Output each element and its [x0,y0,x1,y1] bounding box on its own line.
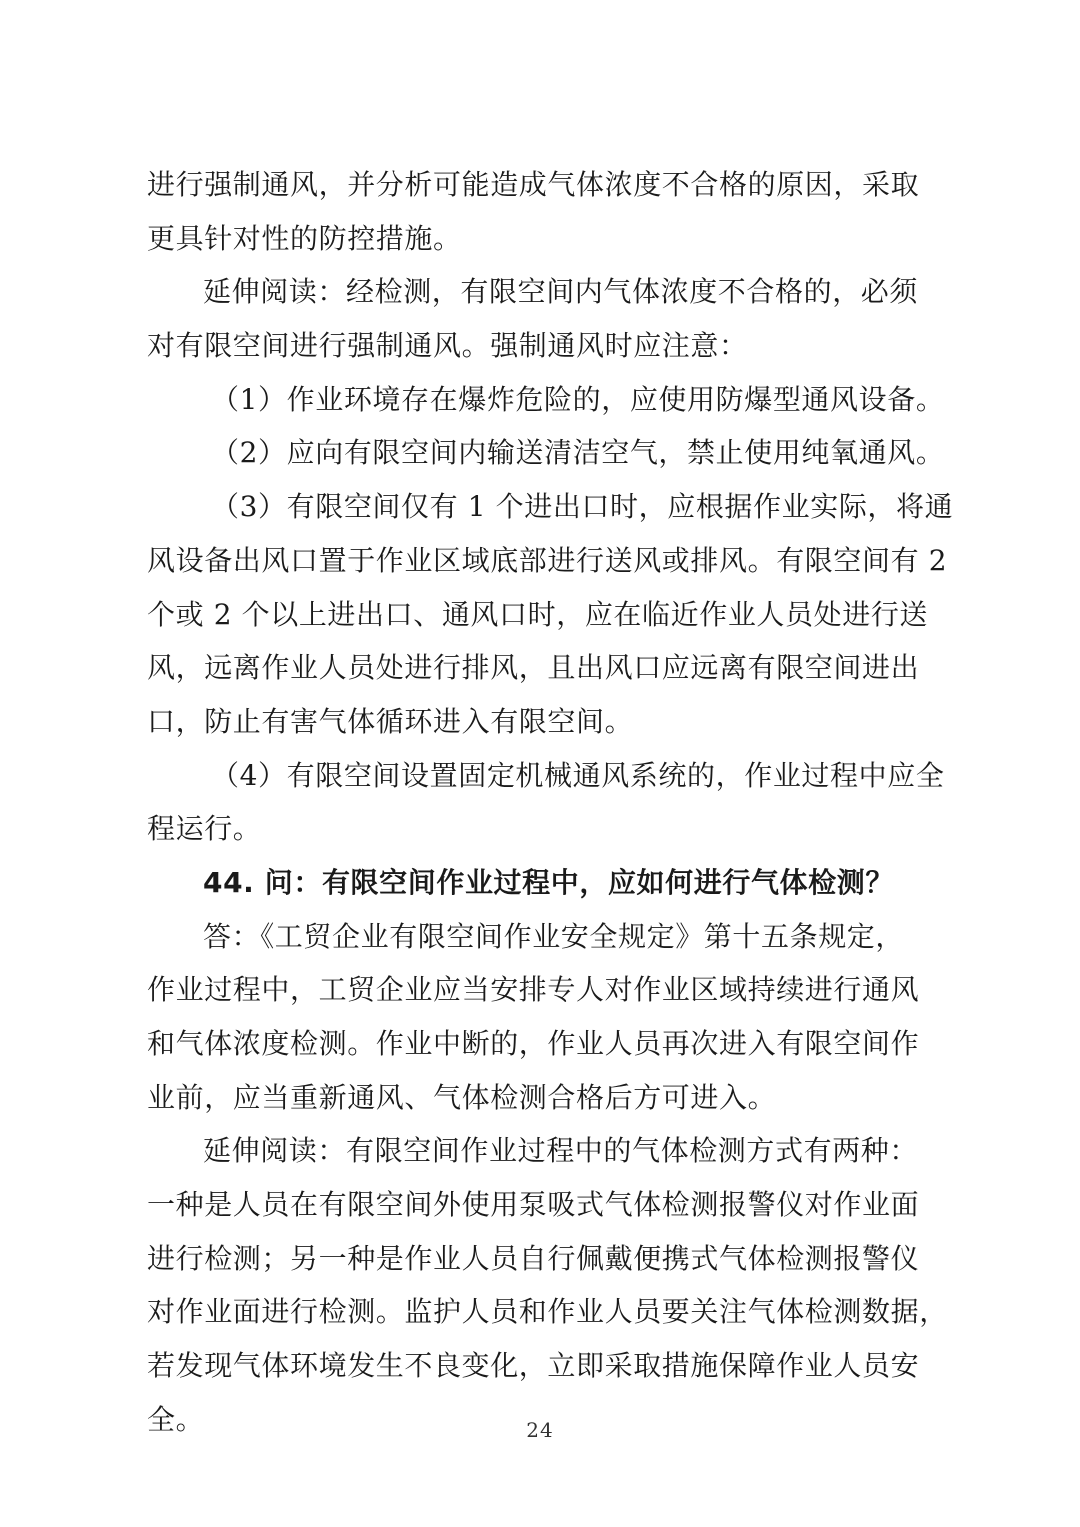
list-item-4: （4）有限空间设置固定机械通风系统的，作业过程中应全 [211,758,945,792]
page-number: 24 [526,1418,554,1442]
text-line: 风，远离作业人员处进行排风，且出风口应远离有限空间进出 [147,651,920,685]
text-line: 和气体浓度检测。作业中断的，作业人员再次进入有限空间作 [147,1027,920,1060]
text-line: 一种是人员在有限空间外使用泵吸式气体检测报警仪对作业面 [147,1188,920,1222]
text-line: 个或 2 个以上进出口、通风口时，应在临近作业人员处进行送 [147,597,929,631]
text-line: 作业过程中，工贸企业应当安排专人对作业区域持续进行通风 [147,973,920,1007]
text-line: 业前，应当重新通风、气体检测合格后方可进入。 [147,1080,777,1114]
paragraph-start-line: 延伸阅读：经检测，有限空间内气体浓度不合格的，必须 [203,275,919,309]
text-line: 对有限空间进行强制通风。强制通风时应注意： [147,329,748,363]
text-line: 若发现气体环境发生不良变化，立即采取措施保障作业人员安 [147,1349,920,1383]
text-line: 全。 [147,1402,205,1436]
text-line: 对作业面进行检测。监护人员和作业人员要关注气体检测数据， [147,1295,948,1329]
paragraph-start-line: 延伸阅读：有限空间作业过程中的气体检测方式有两种： [203,1134,919,1168]
list-item-3: （3）有限空间仅有 1 个进出口时，应根据作业实际，将通 [211,490,954,524]
text-line: 程运行。 [147,812,262,846]
list-item-1: （1）作业环境存在爆炸危险的，应使用防爆型通风设备。 [211,382,945,416]
list-item-2: （2）应向有限空间内输送清洁空气，禁止使用纯氧通风。 [211,436,945,470]
text-line: 进行检测；另一种是作业人员自行佩戴便携式气体检测报警仪 [147,1241,920,1275]
text-line: 更具针对性的防控措施。 [147,221,462,255]
question-heading: 44. 问：有限空间作业过程中，应如何进行气体检测？ [203,865,894,899]
text-line: 风设备出风口置于作业区域底部进行送风或排风。有限空间有 2 [147,543,948,577]
text-line: 口，防止有害气体循环进入有限空间。 [147,704,634,738]
text-line: 进行强制通风，并分析可能造成气体浓度不合格的原因，采取 [147,168,920,201]
answer-start-line: 答：《工贸企业有限空间作业安全规定》第十五条规定， [203,919,905,953]
body-text [147,158,954,1447]
